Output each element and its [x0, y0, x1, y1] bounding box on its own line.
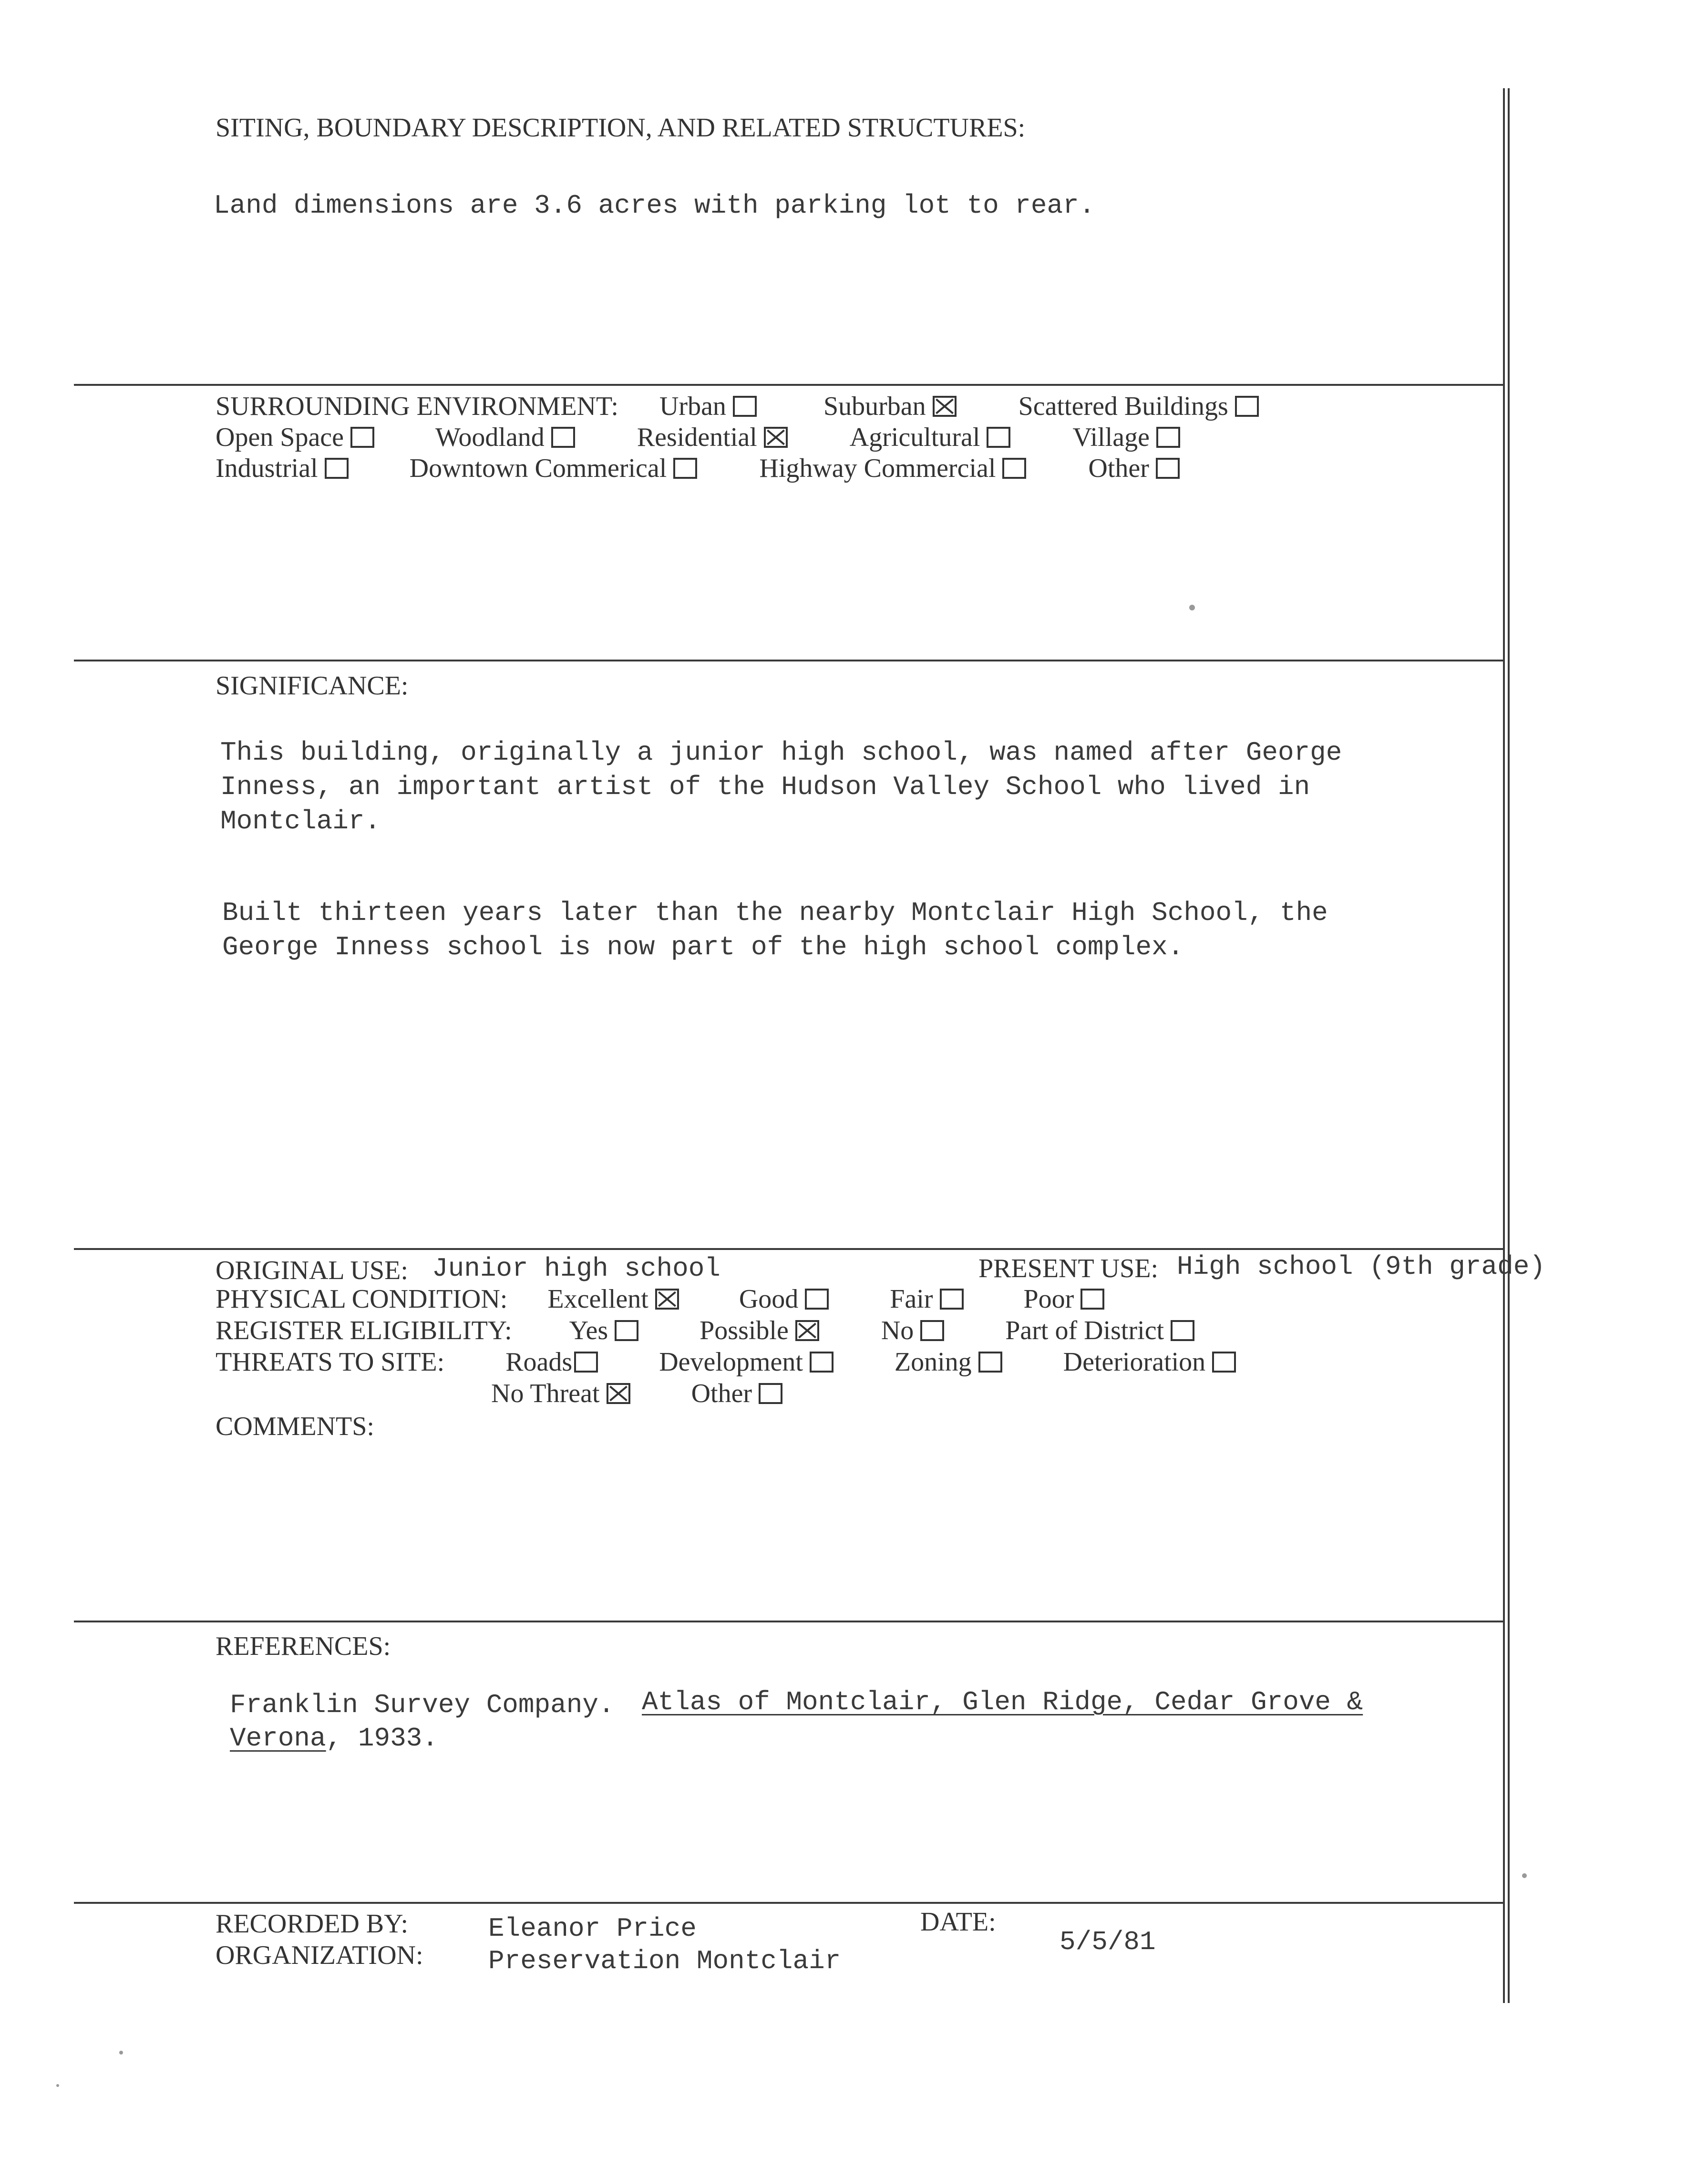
recorded-by-value: Eleanor Price	[488, 1913, 697, 1944]
recorded-by-label: RECORDED BY:	[216, 1909, 409, 1939]
register-eligibility-label: REGISTER ELIGIBILITY:	[216, 1316, 512, 1345]
original-use-label: ORIGINAL USE:	[216, 1256, 408, 1285]
checkbox-excellent[interactable]	[655, 1289, 679, 1310]
checkbox-possible[interactable]	[795, 1320, 819, 1341]
physical-condition-label: PHYSICAL CONDITION:	[216, 1284, 508, 1314]
divider-footer	[74, 1902, 1504, 1904]
checkbox-woodland[interactable]	[551, 427, 575, 448]
checkbox-part-of-district[interactable]	[1171, 1320, 1194, 1341]
checkbox-residential[interactable]	[764, 427, 788, 448]
threat-option-zoning[interactable]: Zoning	[895, 1349, 1002, 1375]
siting-text: Land dimensions are 3.6 acres with parking lot to rear.	[214, 190, 1095, 221]
right-margin-rule-inner	[1508, 88, 1510, 2003]
physical-condition-row	[216, 1286, 1104, 1312]
eligibility-option-yes[interactable]: Yes	[569, 1317, 638, 1344]
threat-option-no-threat[interactable]: No Threat	[491, 1380, 630, 1407]
checkbox-agricultural[interactable]	[987, 427, 1010, 448]
environment-row-1	[216, 393, 1259, 420]
checkbox-environment-other[interactable]	[1156, 458, 1180, 479]
env-option-suburban[interactable]: Suburban	[823, 393, 957, 420]
env-option-residential[interactable]: Residential	[637, 424, 788, 451]
threats-row-1	[216, 1349, 1236, 1375]
present-use-label: PRESENT USE:	[978, 1254, 1159, 1283]
env-option-urban[interactable]: Urban	[659, 393, 757, 420]
eligibility-option-possible[interactable]: Possible	[700, 1317, 819, 1344]
checkbox-no[interactable]	[920, 1320, 944, 1341]
env-option-highway-commercial[interactable]: Highway Commercial	[759, 455, 1026, 482]
env-option-village[interactable]: Village	[1072, 424, 1180, 451]
checkbox-industrial[interactable]	[325, 458, 349, 479]
environment-row-3	[216, 455, 1180, 482]
checkbox-urban[interactable]	[733, 396, 757, 417]
right-margin-rule	[1503, 88, 1505, 2003]
date-value: 5/5/81	[1060, 1927, 1156, 1957]
env-option-downtown-commercial[interactable]: Downtown Commerical	[410, 455, 698, 482]
reference-title-line-2-wrap	[230, 1725, 438, 1752]
threat-option-development[interactable]: Development	[659, 1349, 833, 1375]
env-option-scattered-buildings[interactable]: Scattered Buildings	[1019, 393, 1259, 420]
scan-speck	[1522, 1873, 1527, 1878]
significance-paragraph-1: This building, originally a junior high school, was named after George Inness, an important artist of the Hudson Valley School who lived in Montclair.	[220, 737, 1342, 836]
significance-label: SIGNIFICANCE:	[216, 671, 409, 701]
checkbox-village[interactable]	[1156, 427, 1180, 448]
eligibility-option-no[interactable]: No	[881, 1317, 944, 1344]
condition-option-poor[interactable]: Poor	[1024, 1286, 1105, 1312]
condition-option-excellent[interactable]: Excellent	[547, 1286, 679, 1312]
checkbox-poor[interactable]	[1080, 1289, 1104, 1310]
checkbox-scattered-buildings[interactable]	[1235, 396, 1259, 417]
siting-label: SITING, BOUNDARY DESCRIPTION, AND RELATED STRUCTURES:	[216, 113, 1026, 143]
checkbox-good[interactable]	[805, 1289, 829, 1310]
env-option-other[interactable]: Other	[1088, 455, 1180, 482]
divider-references	[74, 1621, 1504, 1622]
threats-row-2	[491, 1380, 782, 1407]
register-eligibility-row	[216, 1317, 1194, 1344]
divider-significance	[74, 660, 1504, 661]
significance-paragraph-2: Built thirteen years later than the nearby Montclair High School, the George Inness school is now part of the high school complex.	[222, 898, 1328, 962]
environment-label: SURROUNDING ENVIRONMENT:	[216, 392, 618, 421]
checkbox-threat-other[interactable]	[759, 1383, 782, 1404]
references-label: REFERENCES:	[216, 1631, 391, 1661]
date-label: DATE:	[920, 1907, 996, 1937]
checkbox-open-space[interactable]	[350, 427, 374, 448]
comments-label: COMMENTS:	[216, 1412, 374, 1441]
checkbox-suburban[interactable]	[933, 396, 957, 417]
env-option-agricultural[interactable]: Agricultural	[850, 424, 1011, 451]
scan-speck	[119, 2051, 123, 2055]
reference-year: , 1933.	[326, 1723, 438, 1754]
checkbox-zoning[interactable]	[978, 1352, 1002, 1373]
env-option-open-space[interactable]: Open Space	[216, 424, 374, 451]
reference-title-line-1: Atlas of Montclair, Glen Ridge, Cedar Grove &	[642, 1687, 1363, 1717]
env-option-industrial[interactable]: Industrial	[216, 455, 349, 482]
checkbox-roads[interactable]	[574, 1352, 598, 1373]
scan-speck	[1189, 605, 1195, 610]
checkbox-development[interactable]	[810, 1352, 833, 1373]
divider-environment	[74, 384, 1504, 386]
threat-option-other[interactable]: Other	[691, 1380, 783, 1407]
checkbox-downtown-commercial[interactable]	[673, 458, 697, 479]
checkbox-highway-commercial[interactable]	[1002, 458, 1026, 479]
present-use-value: High school (9th grade)	[1177, 1251, 1545, 1282]
condition-option-fair[interactable]: Fair	[890, 1286, 963, 1312]
organization-label: ORGANIZATION:	[216, 1941, 423, 1970]
original-use-value: Junior high school	[432, 1253, 720, 1284]
env-option-woodland[interactable]: Woodland	[435, 424, 575, 451]
reference-title-line-2: Verona	[230, 1723, 326, 1754]
condition-option-good[interactable]: Good	[739, 1286, 829, 1312]
threat-option-roads[interactable]: Roads	[505, 1349, 598, 1375]
scan-speck	[56, 2084, 59, 2087]
checkbox-no-threat[interactable]	[607, 1383, 630, 1404]
threat-option-deterioration[interactable]: Deterioration	[1063, 1349, 1236, 1375]
checkbox-fair[interactable]	[940, 1289, 964, 1310]
reference-author: Franklin Survey Company.	[230, 1690, 615, 1720]
divider-use	[74, 1248, 1504, 1250]
eligibility-option-part-of-district[interactable]: Part of District	[1005, 1317, 1194, 1344]
checkbox-deterioration[interactable]	[1212, 1352, 1236, 1373]
threats-label: THREATS TO SITE:	[216, 1347, 445, 1377]
organization-value: Preservation Montclair	[488, 1946, 841, 1976]
checkbox-yes[interactable]	[615, 1320, 638, 1341]
environment-row-2	[216, 424, 1180, 451]
